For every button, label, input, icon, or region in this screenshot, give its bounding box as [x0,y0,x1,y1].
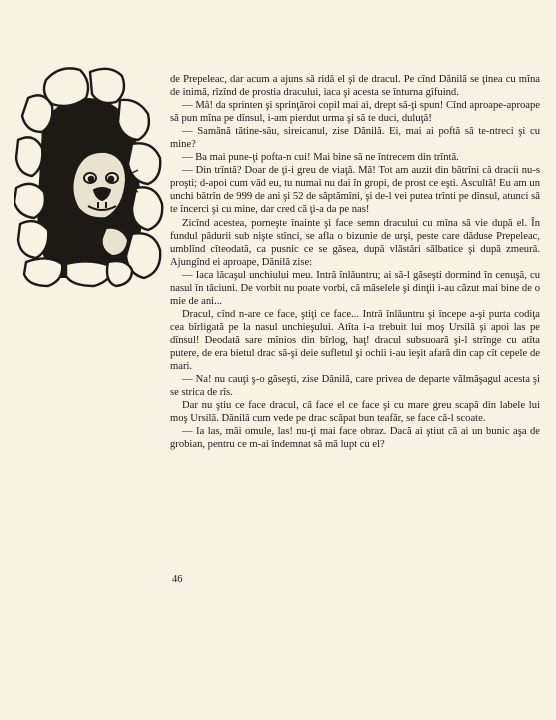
paragraph: — Ba mai pune-ţi pofta-n cui! Mai bine să ne întrecem din trîntă. [182,152,459,164]
story-text [170,73,540,451]
paragraph: — Ia las, măi omule, las! nu-ţi mai face obraz. Dacă ai ştiut că ai un bunic aşa de grobian, pentru ce m-ai îndemnat să mă lupt cu el? [170,426,540,451]
paragraph: — Samănă tătine-său, sireicanul, zise Dănilă. Ei, mai ai poftă să te-ntreci şi cu mine? [170,126,540,151]
paragraph: — Na! nu cauţi ş-o găseşti, zise Dănilă, care privea de departe vălmăşagul acesta şi se strica de rîs. [170,374,540,399]
paragraph: — Mă! da sprinten şi sprinţăroi copil mai ai, drept să-ţi spun! Cînd aproape-aproape să pun mîna pe dînsul, i-am pierdut urma şi să te duci, duluţă! [170,100,540,125]
paragraph: Dar nu ştiu ce face dracul, că face el ce face şi cu mare greu scapă din labele lui moş Ursilă. Dănilă cum vede pe drac scăpat bun teafăr, se face că-l scoate. [170,400,540,425]
page-number: 46 [172,574,183,585]
paragraph: Dracul, cînd n-are ce face, ştiţi ce face... Intră înlăuntru şi începe a-şi purta codiţa cea bîrligată pe la nasul unchieşului. Atîta i-a trebuit lui moş Ursilă şi apoi las pe dînsul! Deodată sare mînios din bîrlog, haţ! dracul subsuoară şi-l strînge cu atîta putere, de era bietul drac să-şi deie sufletul şi ochii i-au ieşit afară din cap cît cepele de mari. [170,308,540,373]
paragraph: de Prepeleac, dar acum a ajuns să ridă el şi de dracul. Pe cînd Dănilă se ţinea cu mîna de inimă, rîzînd de prostia dracului, iaca şi acesta se înturna gîfuind. [170,74,540,99]
bear-in-cave-illustration [14,58,164,290]
paragraph: — Iaca lăcaşul unchiului meu. Intră înlăuntru; ai să-l găseşti dormind în cenuşă, cu nasul în tăciuni. De vorbit nu poate vorbi, că măselele şi dinţii i-au căzut mai bine de o mie de ani... [170,269,540,307]
paragraph: — Din trîntă? Doar de ţi-i greu de viaţă. Mă! Tot am auzit din bătrîni că dracii nu-s proşti; d-apoi cum văd eu, tu numai nu dai în gropi, de prost ce eşti. Ascultă! Eu am un unchi bătrîn de 999 de ani şi 52 de săptămîni, şi de-l vei putea trînti pe dînsul, atunci să te încerci şi cu mine, dar cred că ţi-a da pe nas! [170,165,540,216]
paragraph: Zicînd acestea, porneşte înainte şi face semn dracului cu mîna să vie după el. În fundul pădurii sub nişte stînci, se afla o bizunie de urşi, peste care dăduse Prepeleac, umblînd cîteodată, ca pusnic ce se găsea, după vlăstări sălbatice şi după zmeură. Ajungînd ei aproape, Dănilă zise: [170,217,540,268]
